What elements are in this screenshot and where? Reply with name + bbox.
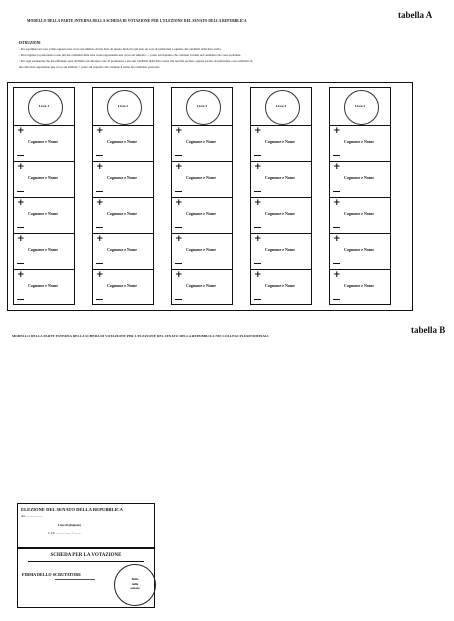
candidate-name: Cognome e Nome: [186, 139, 216, 144]
scrutineer-card: [17, 547, 155, 608]
list-label: Lista 1: [38, 104, 50, 108]
candidate-name: Cognome e Nome: [344, 211, 374, 216]
candidate-name: Cognome e Nome: [107, 283, 137, 288]
list-symbol-box[interactable]: [251, 88, 311, 126]
minus-exclude-icon[interactable]: [254, 155, 261, 156]
candidate-name: Cognome e Nome: [344, 283, 374, 288]
minus-exclude-icon[interactable]: [96, 263, 103, 264]
stamp-line: sezione: [130, 586, 140, 590]
ballot-internal: [7, 82, 413, 311]
candidate-name: Cognome e Nome: [265, 211, 295, 216]
list-label: Lista 2: [117, 104, 129, 108]
minus-exclude-icon[interactable]: [96, 155, 103, 156]
plus-preference-icon[interactable]: +: [175, 234, 183, 244]
plus-preference-icon[interactable]: +: [96, 162, 104, 172]
candidate-name: Cognome e Nome: [107, 247, 137, 252]
candidate-name: Cognome e Nome: [107, 175, 137, 180]
candidate-row: [251, 269, 311, 305]
list-symbol-box[interactable]: [172, 88, 232, 126]
plus-preference-icon[interactable]: +: [96, 270, 104, 280]
minus-exclude-icon[interactable]: [175, 263, 182, 264]
instruction-line: - Per esprimere un voto valido apporre una croce sul simbolo di una lista. In questo modo ha già dato un voto di preferenza a ognuno dei candidati della lista scelta.: [19, 47, 222, 51]
candidate-row: [93, 197, 153, 233]
list-column: [250, 87, 312, 305]
candidate-row: [251, 197, 311, 233]
minus-exclude-icon[interactable]: [333, 299, 340, 300]
list-symbol-box[interactable]: [330, 88, 390, 126]
candidate-name: Cognome e Nome: [28, 211, 58, 216]
election-date: del ......................: [21, 514, 42, 518]
candidate-row: [330, 161, 390, 197]
minus-exclude-icon[interactable]: [96, 191, 103, 192]
minus-exclude-icon[interactable]: [17, 155, 24, 156]
candidate-row: [93, 161, 153, 197]
plus-preference-icon[interactable]: +: [254, 126, 262, 136]
candidate-row: [14, 125, 74, 161]
minus-exclude-icon[interactable]: [17, 191, 24, 192]
table-b-tag: tabella B: [411, 325, 446, 335]
stamp-line: Bollo: [131, 577, 139, 581]
divider: [28, 561, 144, 562]
minus-exclude-icon[interactable]: [254, 191, 261, 192]
table-a-title: MODELLO DELLA PARTE INTERNA DELLA SCHEDA DI VOTAZIONE PER L'ELEZIONE DEL SENATO DELLA REPUBBLICA: [27, 19, 247, 23]
election-card: [17, 503, 155, 549]
plus-preference-icon[interactable]: +: [17, 234, 25, 244]
plus-preference-icon[interactable]: +: [17, 162, 25, 172]
instructions: [19, 46, 439, 70]
candidate-name: Cognome e Nome: [28, 247, 58, 252]
minus-exclude-icon[interactable]: [333, 155, 340, 156]
candidate-name: Cognome e Nome: [344, 175, 374, 180]
plus-preference-icon[interactable]: +: [175, 198, 183, 208]
minus-exclude-icon[interactable]: [175, 155, 182, 156]
candidate-name: Cognome e Nome: [186, 247, 216, 252]
candidate-row: [93, 233, 153, 269]
minus-exclude-icon[interactable]: [96, 299, 103, 300]
plus-preference-icon[interactable]: +: [333, 126, 341, 136]
minus-exclude-icon[interactable]: [175, 227, 182, 228]
candidate-name: Cognome e Nome: [28, 175, 58, 180]
candidate-row: [93, 125, 153, 161]
district-detail: C.S.P. ......... / ........ / ..........: [48, 531, 81, 535]
section-stamp: [114, 564, 156, 606]
candidate-row: [330, 269, 390, 305]
minus-exclude-icon[interactable]: [175, 299, 182, 300]
minus-exclude-icon[interactable]: [17, 227, 24, 228]
plus-preference-icon[interactable]: +: [175, 126, 183, 136]
plus-preference-icon[interactable]: +: [17, 270, 25, 280]
minus-exclude-icon[interactable]: [333, 191, 340, 192]
list-symbol-box[interactable]: [14, 88, 74, 126]
candidate-name: Cognome e Nome: [265, 175, 295, 180]
candidate-row: [251, 125, 311, 161]
minus-exclude-icon[interactable]: [254, 299, 261, 300]
plus-preference-icon[interactable]: +: [333, 162, 341, 172]
plus-preference-icon[interactable]: +: [175, 270, 183, 280]
table-b-title: MODELLO DELLA PARTE ESTERNA DELLA SCHEDA DI VOTAZIONE PER L'ELEZIONE DEL SENATO DELLA REPUBBLICA NEI COLLEGI PLURINOMINALI: [12, 334, 269, 338]
candidate-name: Cognome e Nome: [186, 175, 216, 180]
candidate-row: [172, 233, 232, 269]
election-title: ELEZIONE DEL SENATO DELLA REPUBBLICA: [21, 507, 123, 512]
instructions-heading: ISTRUZIONI: [19, 41, 41, 45]
district-line: Lista di (Regione): [58, 523, 81, 527]
candidate-row: [172, 125, 232, 161]
minus-exclude-icon[interactable]: [333, 263, 340, 264]
candidate-row: [14, 197, 74, 233]
instruction-line: - Puoi togliere la preferenza a uno più dei candidati della lista votata apponendo una croce sul simbolo — posto sul riquadro che contiene il nome del candidato che vuoi escludere.: [19, 53, 242, 57]
list-label: Lista 5: [354, 104, 366, 108]
scrutineer-label: FIRMA DELLO SCRUTATORE: [22, 572, 82, 577]
candidate-row: [251, 161, 311, 197]
instruction-line: - Per ogni esclusione che hai effettuato puoi attribuire un ulteriore voto di preferenza a uno dei candidati della lista votata che non hai escluso, oppure ad uno di preferenza o un candidato in: [19, 59, 253, 63]
plus-preference-icon[interactable]: +: [333, 234, 341, 244]
minus-exclude-icon[interactable]: [254, 263, 261, 264]
candidate-name: Cognome e Nome: [28, 283, 58, 288]
list-label: Lista 3: [196, 104, 208, 108]
minus-exclude-icon[interactable]: [17, 299, 24, 300]
minus-exclude-icon[interactable]: [175, 191, 182, 192]
plus-preference-icon[interactable]: +: [96, 126, 104, 136]
candidate-row: [172, 161, 232, 197]
candidate-name: Cognome e Nome: [344, 247, 374, 252]
candidate-name: Cognome e Nome: [186, 211, 216, 216]
list-label: Lista 4: [275, 104, 287, 108]
candidate-row: [93, 269, 153, 305]
candidate-row: [172, 269, 232, 305]
list-column: [329, 87, 391, 305]
plus-preference-icon[interactable]: +: [254, 270, 262, 280]
instruction-line: una altra lista apponendo una croce sul simbolo + posto sul riquadro che contiene il nome del candidato prescelto.: [19, 65, 161, 69]
candidate-name: Cognome e Nome: [344, 139, 374, 144]
plus-preference-icon[interactable]: +: [17, 198, 25, 208]
candidate-row: [14, 161, 74, 197]
plus-preference-icon[interactable]: +: [254, 234, 262, 244]
candidate-name: Cognome e Nome: [107, 139, 137, 144]
candidate-name: Cognome e Nome: [265, 139, 295, 144]
list-column: [171, 87, 233, 305]
candidate-name: Cognome e Nome: [28, 139, 58, 144]
candidate-row: [251, 233, 311, 269]
plus-preference-icon[interactable]: +: [17, 126, 25, 136]
list-symbol-box[interactable]: [93, 88, 153, 126]
plus-preference-icon[interactable]: +: [254, 198, 262, 208]
candidate-name: Cognome e Nome: [186, 283, 216, 288]
plus-preference-icon[interactable]: +: [96, 234, 104, 244]
candidate-row: [14, 233, 74, 269]
minus-exclude-icon[interactable]: [96, 227, 103, 228]
ballot-heading: SCHEDA PER LA VOTAZIONE: [50, 553, 122, 558]
plus-preference-icon[interactable]: +: [333, 198, 341, 208]
candidate-name: Cognome e Nome: [107, 211, 137, 216]
candidate-name: Cognome e Nome: [265, 283, 295, 288]
plus-preference-icon[interactable]: +: [175, 162, 183, 172]
plus-preference-icon[interactable]: +: [254, 162, 262, 172]
stamp-line: della: [131, 581, 139, 586]
candidate-row: [330, 197, 390, 233]
minus-exclude-icon[interactable]: [254, 227, 261, 228]
plus-preference-icon[interactable]: +: [333, 270, 341, 280]
signature-line: [55, 579, 95, 580]
candidate-row: [14, 269, 74, 305]
candidate-row: [330, 125, 390, 161]
minus-exclude-icon[interactable]: [17, 263, 24, 264]
candidate-name: Cognome e Nome: [265, 247, 295, 252]
candidate-row: [330, 233, 390, 269]
candidate-row: [172, 197, 232, 233]
plus-preference-icon[interactable]: +: [96, 198, 104, 208]
list-column: [92, 87, 154, 305]
minus-exclude-icon[interactable]: [333, 227, 340, 228]
table-a-tag: tabella A: [398, 10, 433, 20]
list-column: [13, 87, 75, 305]
